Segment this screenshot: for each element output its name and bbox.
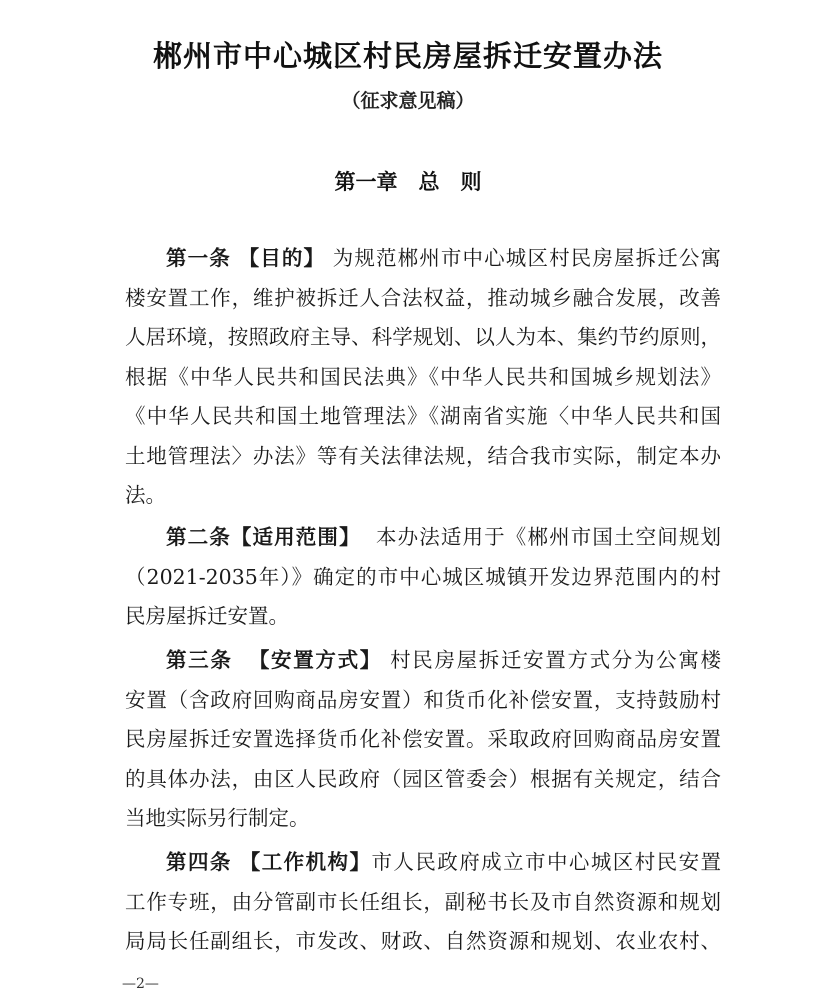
document-title: 郴州市中心城区村民房屋拆迁安置办法: [152, 39, 663, 73]
article-1-number: 第一条: [166, 246, 231, 270]
article-2: [125, 518, 721, 637]
chapter-heading: 第一章 总 则: [334, 170, 482, 194]
article-1-line-4: 根据《中华人民共和国民法典》《中华人民共和国城乡规划法》: [125, 364, 721, 389]
article-2-line-1: 第二条【适用范围】 本办法适用于《郴州市国土空间规划: [166, 525, 722, 549]
article-4-line-3: 局局长任副组长，市发改、财政、自然资源和规划、农业农村、: [125, 929, 721, 953]
page-number: —2—: [122, 976, 159, 992]
article-4: [125, 843, 721, 962]
article-2-line-2: （2021-2035年）》确定的市中心城区城镇开发边界范围内的村: [125, 564, 721, 589]
article-1-line-6: 土地管理法〉办法》等有关法律法规，结合我市实际，制定本办: [125, 443, 721, 468]
article-4-line-1: 第四条 【工作机构】市人民政府成立市中心城区村民安置: [166, 850, 722, 874]
article-1-line-3: 人居环境，按照政府主导、科学规划、以人为本、集约节约原则，: [125, 325, 721, 349]
article-2-tag: 【适用范围】: [230, 525, 361, 549]
document-subtitle: （征求意见稿）: [341, 90, 475, 112]
article-1-line-7: 法。: [125, 483, 166, 507]
article-2-number: 第二条: [166, 525, 231, 549]
article-1-line-5: 《中华人民共和国土地管理法》《湖南省实施〈中华人民共和国: [125, 404, 721, 428]
article-3-line-1: 第三条 【安置方式】 村民房屋拆迁安置方式分为公寓楼: [166, 648, 721, 672]
article-2-line-3: 民房屋拆迁安置。: [125, 604, 289, 628]
article-3-line-3: 民房屋拆迁安置选择货币化补偿安置。采取政府回购商品房安置: [125, 727, 721, 751]
article-3: [125, 641, 721, 839]
article-1-line-2: 楼安置工作，维护被拆迁人合法权益，推动城乡融合发展，改善: [125, 285, 721, 310]
article-4-number: 第四条: [166, 850, 232, 874]
article-4-line-2: 工作专班，由分管副市长任组长，副秘书长及市自然资源和规划: [125, 889, 721, 914]
article-3-line-2: 安置（含政府回购商品房安置）和货币化补偿安置，支持鼓励村: [125, 687, 721, 712]
article-3-number: 第三条: [166, 648, 233, 672]
article-3-tag: 【安置方式】: [248, 648, 382, 672]
article-3-line-5: 当地实际另行制定。: [125, 806, 310, 830]
article-4-tag: 【工作机构】: [239, 850, 372, 874]
article-1-line-1: 第一条 【目的】 为规范郴州市中心城区村民房屋拆迁公寓: [166, 246, 721, 270]
article-1-tag: 【目的】: [238, 246, 326, 270]
article-3-line-4: 的具体办法，由区人民政府（园区管委会）根据有关规定，结合: [125, 766, 721, 791]
article-1: [125, 239, 721, 516]
